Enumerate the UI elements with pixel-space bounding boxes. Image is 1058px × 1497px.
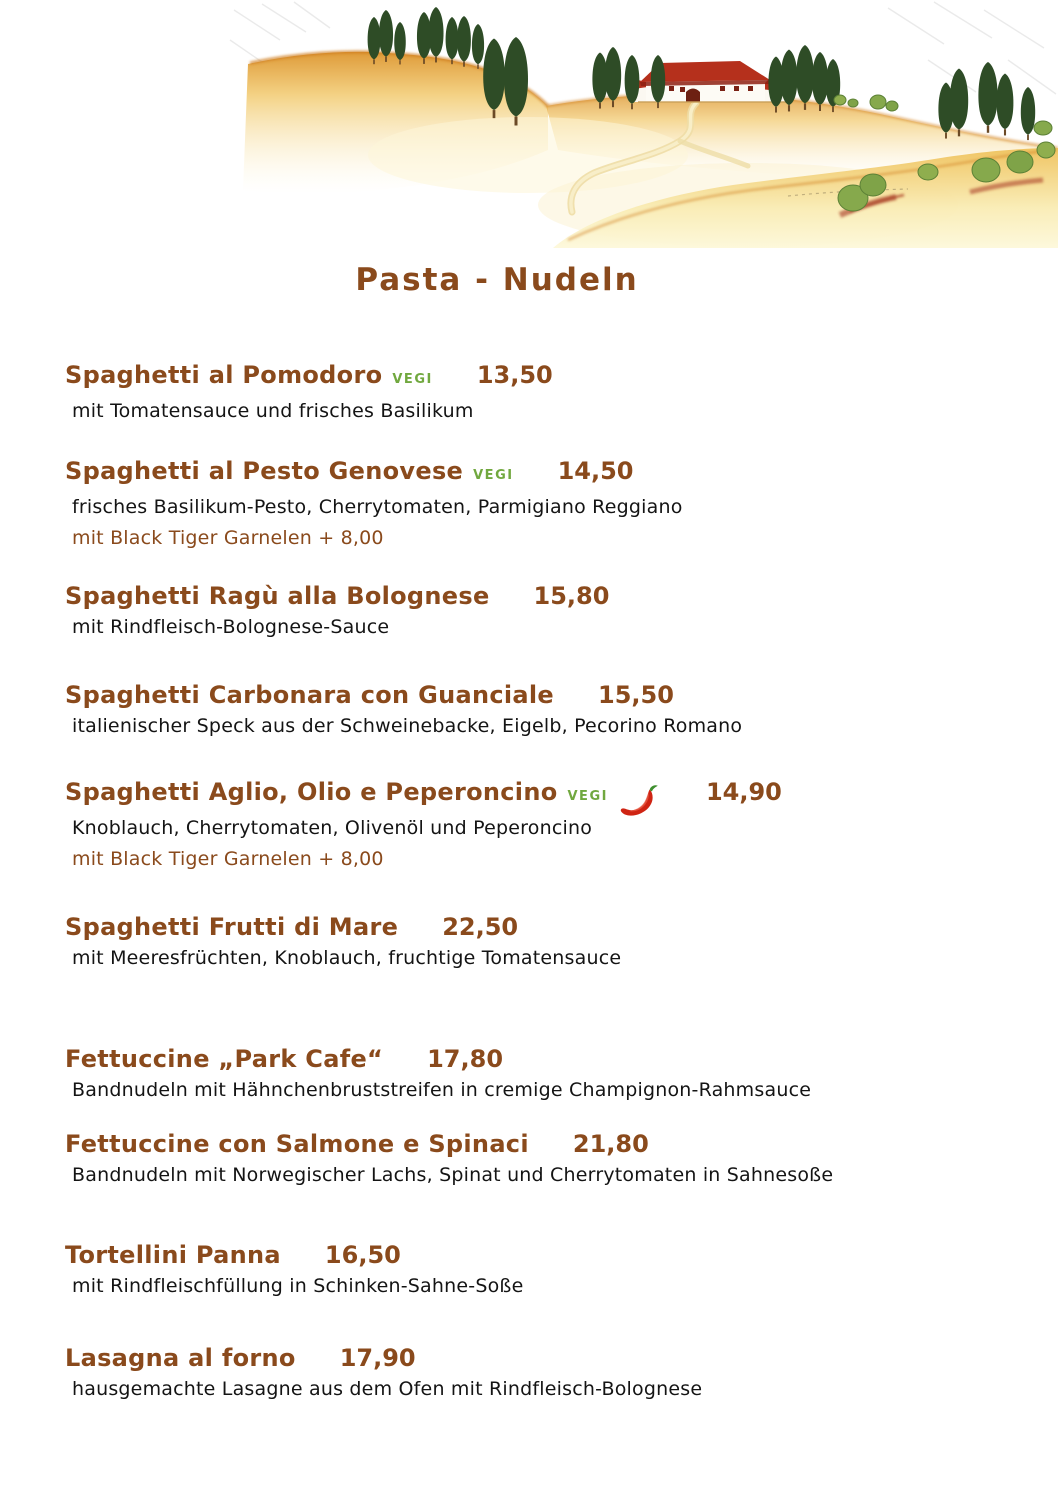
menu-item (65, 1240, 1018, 1297)
menu-item (65, 777, 1018, 870)
item-description: Bandnudeln mit Norwegischer Lachs, Spinat und Cherrytomaten in Sahnesoße (72, 1164, 834, 1186)
menu-item (65, 456, 1018, 549)
item-name: Fettuccine „Park Cafe“ (65, 1045, 384, 1073)
item-description: mit Meeresfrüchten, Knoblauch, fruchtige Tomatensauce (72, 947, 622, 969)
item-description: mit Tomatensauce und frisches Basilikum (72, 400, 474, 422)
item-name: Spaghetti Frutti di Mare (65, 913, 399, 941)
item-name: Spaghetti Ragù alla Bolognese (65, 582, 490, 610)
vegi-badge: VEGI (567, 789, 608, 804)
menu-item-header (65, 1343, 1018, 1373)
item-price: 16,50 (324, 1241, 401, 1269)
item-price: 14,50 (557, 457, 634, 485)
item-price: 17,90 (339, 1344, 416, 1372)
item-description: mit Rindfleischfüllung in Schinken-Sahne-Soße (72, 1275, 524, 1297)
item-description: Bandnudeln mit Hähnchenbruststreifen in cremige Champignon-Rahmsauce (72, 1079, 812, 1101)
item-name: Spaghetti al Pomodoro (65, 361, 383, 389)
menu-item-header (65, 360, 1018, 395)
menu-item (65, 581, 1018, 638)
vegi-badge: VEGI (473, 468, 514, 483)
menu-item-header (65, 912, 1018, 942)
menu-item-header (65, 777, 1018, 812)
vegi-badge: VEGI (392, 372, 433, 387)
item-description: italienischer Speck aus der Schweinebacke, Eigelb, Pecorino Romano (72, 715, 743, 737)
item-name: Fettuccine con Salmone e Spinaci (65, 1130, 529, 1158)
item-price: 15,50 (598, 681, 674, 709)
item-description: mit Rindfleisch-Bolognese-Sauce (72, 616, 390, 638)
item-price: 14,90 (705, 778, 782, 806)
menu-item (65, 1343, 1018, 1400)
item-name: Spaghetti al Pesto Genovese (65, 457, 464, 485)
item-description: frisches Basilikum-Pesto, Cherrytomaten, Parmigiano Reggiano (72, 496, 683, 518)
item-price: 15,80 (533, 582, 610, 610)
menu-item (65, 912, 1018, 969)
item-name: Spaghetti Aglio, Olio e Peperoncino (65, 778, 558, 806)
item-name: Spaghetti Carbonara con Guanciale (65, 681, 554, 709)
menu-item (65, 360, 1018, 422)
item-name: Tortellini Panna (65, 1241, 281, 1269)
menu-item-header (65, 581, 1018, 611)
item-description: hausgemachte Lasagne aus dem Ofen mit Rindfleisch-Bolognese (72, 1378, 703, 1400)
item-extra-option: mit Black Tiger Garnelen + 8,00 (72, 848, 384, 870)
menu-item-header (65, 1240, 1018, 1270)
menu-item-header (65, 680, 1018, 710)
menu-item (65, 1044, 1018, 1101)
page-title: Pasta - Nudeln (355, 262, 639, 298)
item-price: 21,80 (572, 1130, 649, 1158)
menu-item-header (65, 456, 1018, 491)
menu-item (65, 680, 1018, 737)
item-price: 13,50 (476, 361, 553, 389)
menu-item (65, 1129, 1018, 1186)
menu-item-header (65, 1044, 1018, 1074)
menu-item-header (65, 1129, 1018, 1159)
item-price: 17,80 (427, 1045, 504, 1073)
item-extra-option: mit Black Tiger Garnelen + 8,00 (72, 527, 384, 549)
item-name: Lasagna al forno (65, 1344, 296, 1372)
item-price: 22,50 (442, 913, 519, 941)
menu-list (0, 360, 1058, 1400)
item-description: Knoblauch, Cherrytomaten, Olivenöl und Peperoncino (72, 817, 593, 839)
